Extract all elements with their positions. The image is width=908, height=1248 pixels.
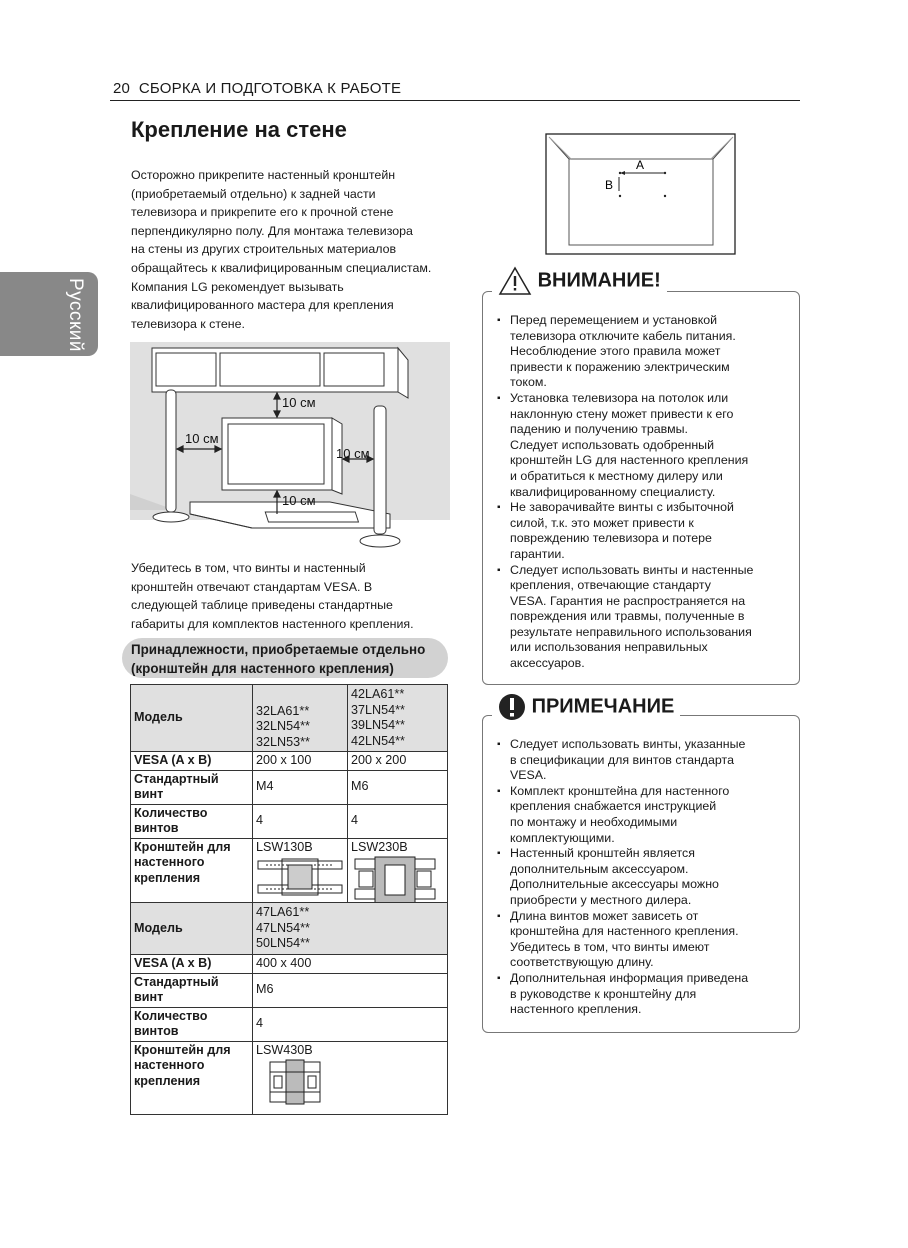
label-line: винт (134, 990, 164, 1004)
caution-item (497, 313, 753, 391)
vesa-line: следующей таблице приведены стандартные (131, 598, 393, 613)
vesa-paragraph (131, 559, 414, 633)
item-line: соответствующую длину. (510, 955, 654, 970)
model-cell (253, 903, 448, 955)
screw-value: M4 (253, 770, 348, 804)
model-label: Модель (131, 903, 253, 955)
item-line: наклонную стену может привести к его (510, 406, 734, 421)
item-line: по монтажу и необходимыми (510, 814, 678, 829)
item-line: ▪ Перед перемещением и установкой (510, 313, 718, 327)
item-line: кронштейн LG для настенного крепления (510, 453, 749, 468)
item-line: ▪ Следует использовать винты и настенные (510, 562, 754, 577)
label-line: крепления (134, 1073, 201, 1088)
page-header (113, 80, 401, 97)
exclamation-circle-icon (498, 692, 526, 722)
model-label: Модель (131, 685, 253, 752)
model-code: 47LA61** (256, 905, 310, 920)
intro-line: телевизора к стене. (131, 316, 245, 331)
caution-item (497, 500, 753, 562)
vesa-line: кронштейн отвечают стандартам VESA. В (131, 579, 373, 594)
model-code: 32LN54** (256, 719, 310, 733)
item-line: дополнительным аксессуаром. (510, 861, 689, 876)
bracket-cell (253, 838, 348, 911)
item-line: силой, т.к. это может привести к (510, 515, 694, 530)
model-code: 42LN54** (351, 733, 405, 748)
label-line: Количество (134, 1008, 208, 1023)
bracket-code: LSW230B (351, 839, 408, 854)
item-line: VESA. Гарантия не распространяется на (510, 593, 746, 608)
heading-line: Принадлежности, приобретаемые отдельно (131, 642, 426, 657)
intro-paragraph (131, 166, 431, 333)
item-line: током. (510, 375, 547, 390)
count-value: 4 (253, 1007, 448, 1041)
item-line: ▪ Настенный кронштейн является (510, 846, 695, 861)
heading-line: (кронштейн для настенного крепления) (131, 660, 394, 676)
bracket-lsw230b-image (351, 855, 441, 905)
item-line: кронштейна для настенного крепления. (510, 924, 739, 939)
spec-table-1 (130, 684, 448, 912)
item-line: крепления снабжается инструкцией (510, 799, 717, 814)
bracket-code: LSW430B (256, 1042, 313, 1057)
label-line: настенного (134, 1058, 205, 1072)
bracket-cell (253, 1041, 448, 1114)
caution-item (497, 563, 753, 672)
vesa-value: 200 x 200 (348, 752, 448, 771)
bracket-lsw430b-image (266, 1058, 326, 1108)
model-code: 42LA61** (351, 687, 405, 701)
vesa-line: габариты для комплектов настенного крепления. (131, 616, 414, 631)
language-tab (0, 272, 98, 356)
screw-label (131, 770, 253, 804)
bracket-cell (348, 838, 448, 911)
clearance-bottom-label: 10 см (282, 493, 316, 508)
page-number: 20 (113, 80, 131, 97)
item-line: комплектующими. (510, 830, 615, 845)
model-code: 37LN54** (351, 702, 405, 717)
screw-label (131, 973, 253, 1007)
screw-value: M6 (348, 770, 448, 804)
clearance-diagram (130, 342, 450, 554)
warning-triangle-icon (498, 266, 532, 296)
clearance-left-label: 10 см (185, 431, 219, 446)
model-cell (253, 685, 348, 752)
item-line: в руководстве к кронштейну для (510, 986, 697, 1001)
count-label (131, 804, 253, 838)
item-line: крепления, отвечающие стандарту (510, 578, 711, 593)
spec-table-2 (130, 902, 448, 1115)
item-line: Следует использовать одобренный (510, 437, 715, 452)
screw-value: M6 (253, 973, 448, 1007)
note-item (497, 784, 748, 846)
section-title: СБОРКА И ПОДГОТОВКА К РАБОТЕ (138, 80, 402, 97)
item-line: настенного крепления. (510, 1002, 642, 1017)
intro-line: Компания LG рекомендует вызывать (131, 279, 344, 294)
item-line: Дополнительные аксессуары можно (510, 877, 719, 892)
count-label (131, 1007, 253, 1041)
note-item (497, 909, 748, 971)
note-item (497, 971, 748, 1018)
intro-line: (приобретаемый отдельно) к задней части (131, 186, 376, 201)
language-tab-label: Русский (65, 278, 86, 352)
count-value: 4 (253, 804, 348, 838)
clearance-top-label: 10 см (282, 395, 316, 410)
model-code: 47LN54** (256, 920, 310, 935)
item-line: результате неправильного использования (510, 624, 752, 639)
vesa-value: 200 x 100 (253, 752, 348, 771)
item-line: повреждению телевизора и потере (510, 531, 712, 546)
label-line: Кронштейн для (134, 1042, 231, 1057)
model-code: 32LN53** (256, 734, 310, 749)
vesa-label: VESA (A x B) (131, 955, 253, 974)
label-line: винтов (134, 821, 179, 835)
item-line: гарантии. (510, 546, 565, 561)
caution-title-wrap (492, 266, 667, 306)
item-line: в спецификации для винтов стандарта (510, 752, 734, 767)
item-line: ▪ Длина винтов может зависеть от (510, 908, 699, 923)
vesa-value: 400 x 400 (253, 955, 448, 974)
item-line: и обратиться к местному дилеру или (510, 468, 723, 483)
item-line: ▪ Установка телевизора на потолок или (510, 390, 729, 405)
item-line: Несоблюдение этого правила может (510, 344, 721, 359)
vesa-label-a: A (636, 158, 645, 172)
label-line: настенного (134, 855, 205, 869)
count-value: 4 (348, 804, 448, 838)
label-line: крепления (134, 870, 201, 885)
vesa-label: VESA (A x B) (131, 752, 253, 771)
item-line: ▪ Не заворачивайте винты с избыточной (510, 500, 734, 515)
item-line: Убедитесь в том, что винты имеют (510, 939, 710, 954)
item-line: ▪ Комплект кронштейна для настенного (510, 783, 730, 798)
item-line: телевизора отключите кабель питания. (510, 328, 736, 343)
intro-line: перпендикулярно полу. Для монтажа телевизора (131, 223, 413, 238)
note-list (497, 737, 748, 1018)
model-code: 32LA61** (256, 703, 310, 718)
label-line: винт (134, 787, 164, 801)
item-line: или использования неправильных (510, 640, 708, 655)
caution-list (497, 313, 753, 672)
bracket-code: LSW130B (256, 839, 313, 854)
intro-line: обращайтесь к квалифицированным специалистам. (131, 260, 432, 275)
bracket-lsw130b-image (256, 855, 344, 899)
label-line: Количество (134, 805, 208, 820)
header-rule (110, 100, 800, 101)
vesa-diagram (545, 133, 737, 257)
note-title: ПРИМЕЧАНИЕ (531, 695, 675, 718)
intro-line: квалифицированного мастера для крепления (131, 298, 394, 313)
bracket-label (131, 838, 253, 911)
label-line: Кронштейн для (134, 839, 231, 854)
intro-line: Осторожно прикрепите настенный кронштейн (131, 168, 396, 182)
item-line: ▪ Следует использовать винты, указанные (510, 737, 746, 751)
intro-line: на стены из других строительных материалов (131, 242, 397, 257)
label-line: винтов (134, 1024, 179, 1038)
item-line: повреждения или травмы, полученные в (510, 609, 745, 624)
item-line: аксессуаров. (510, 656, 585, 671)
note-item (497, 737, 748, 784)
page-title: Крепление на стене (131, 117, 347, 142)
clearance-right-label: 10 см (336, 446, 370, 461)
item-line: ▪ Дополнительная информация приведена (510, 970, 749, 985)
caution-item (497, 391, 753, 500)
label-line: Стандартный (134, 771, 219, 786)
item-line: привести к поражению электрическим (510, 359, 730, 374)
model-code: 50LN54** (256, 936, 310, 951)
accessories-heading (131, 641, 425, 678)
intro-line: телевизора и прикрепите его к прочной стене (131, 205, 394, 220)
label-line: Стандартный (134, 974, 219, 989)
note-item (497, 846, 748, 908)
model-cell (348, 685, 448, 752)
vesa-line: Убедитесь в том, что винты и настенный (131, 561, 366, 575)
caution-title: ВНИМАНИЕ! (537, 269, 661, 292)
note-title-wrap (492, 692, 680, 732)
bracket-label (131, 1041, 253, 1114)
vesa-label-b: B (605, 178, 614, 192)
model-code: 39LN54** (351, 718, 405, 732)
item-line: падению и получению травмы. (510, 422, 688, 437)
item-line: приобрести у местного дилера. (510, 892, 692, 907)
item-line: VESA. (510, 768, 547, 783)
item-line: квалифицированному специалисту. (510, 484, 716, 499)
